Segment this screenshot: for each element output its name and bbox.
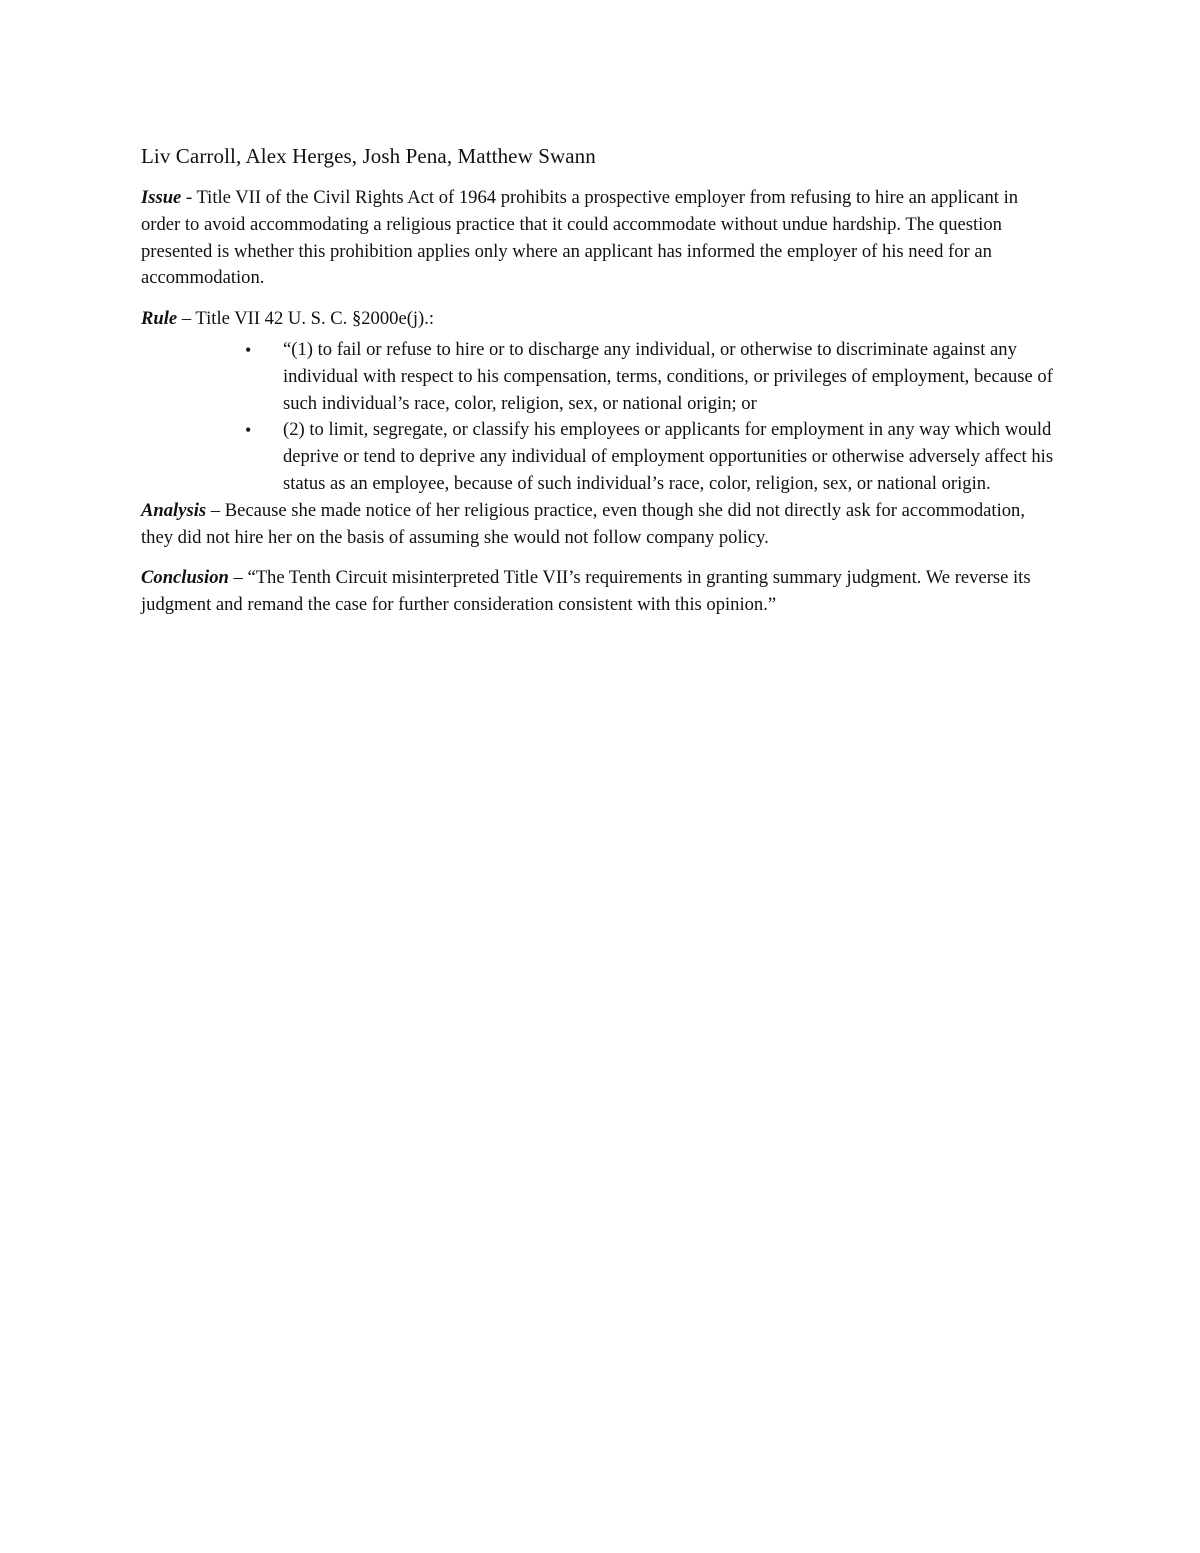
rule-text: – Title VII 42 U. S. C. §2000e(j).: — [177, 308, 435, 330]
rule-label: Rule — [141, 308, 178, 330]
conclusion-text: – “The Tenth Circuit misinterpreted Title VII’s requirements in granting summary judgment. We reverse its judgment and remand the case for further consideration consistent with this opinion.” — [141, 567, 1031, 616]
analysis-label: Analysis — [141, 499, 207, 521]
rule-item-text: “(1) to fail or refuse to hire or to discharge any individual, or otherwise to discriminate against any individual with respect to his compensation, terms, conditions, or privileges of employment, because of such individual’s race, color, religion, sex, or national origin; or — [283, 338, 1053, 414]
analysis-paragraph — [141, 498, 1061, 552]
bullet-icon: • — [245, 339, 252, 360]
document-body — [141, 141, 1061, 633]
bullet-icon: • — [245, 420, 252, 441]
issue-paragraph — [141, 185, 1061, 292]
rule-item-text: (2) to limit, segregate, or classify his employees or applicants for employment in any way which would deprive or tend to deprive any individual of employment opportunities or otherwise adversely affect his status as an employee, because of such individual’s race, color, religion, sex, or national origin. — [283, 419, 1054, 494]
rule-bullet-list — [141, 337, 1061, 498]
issue-label: Issue — [141, 187, 182, 208]
issue-text: - Title VII of the Civil Rights Act of 1964 prohibits a prospective employer from refusing to hire an applicant in order to avoid accommodating a religious practice that it could accommodate without undue hardship. The question presented is whether this prohibition applies only where an applicant has informed the employer of his need for an accommodation. — [141, 187, 1019, 289]
list-item — [245, 417, 1061, 497]
author-line: Liv Carroll, Alex Herges, Josh Pena, Matthew Swann — [141, 144, 596, 168]
conclusion-label: Conclusion — [141, 567, 229, 589]
analysis-text: – Because she made notice of her religious practice, even though she did not directly ask for accommodation, they did not hire her on the basis of assuming she would not follow company policy. — [141, 499, 1025, 548]
rule-paragraph — [141, 306, 1061, 333]
list-item — [245, 337, 1061, 417]
conclusion-paragraph — [141, 565, 1061, 619]
